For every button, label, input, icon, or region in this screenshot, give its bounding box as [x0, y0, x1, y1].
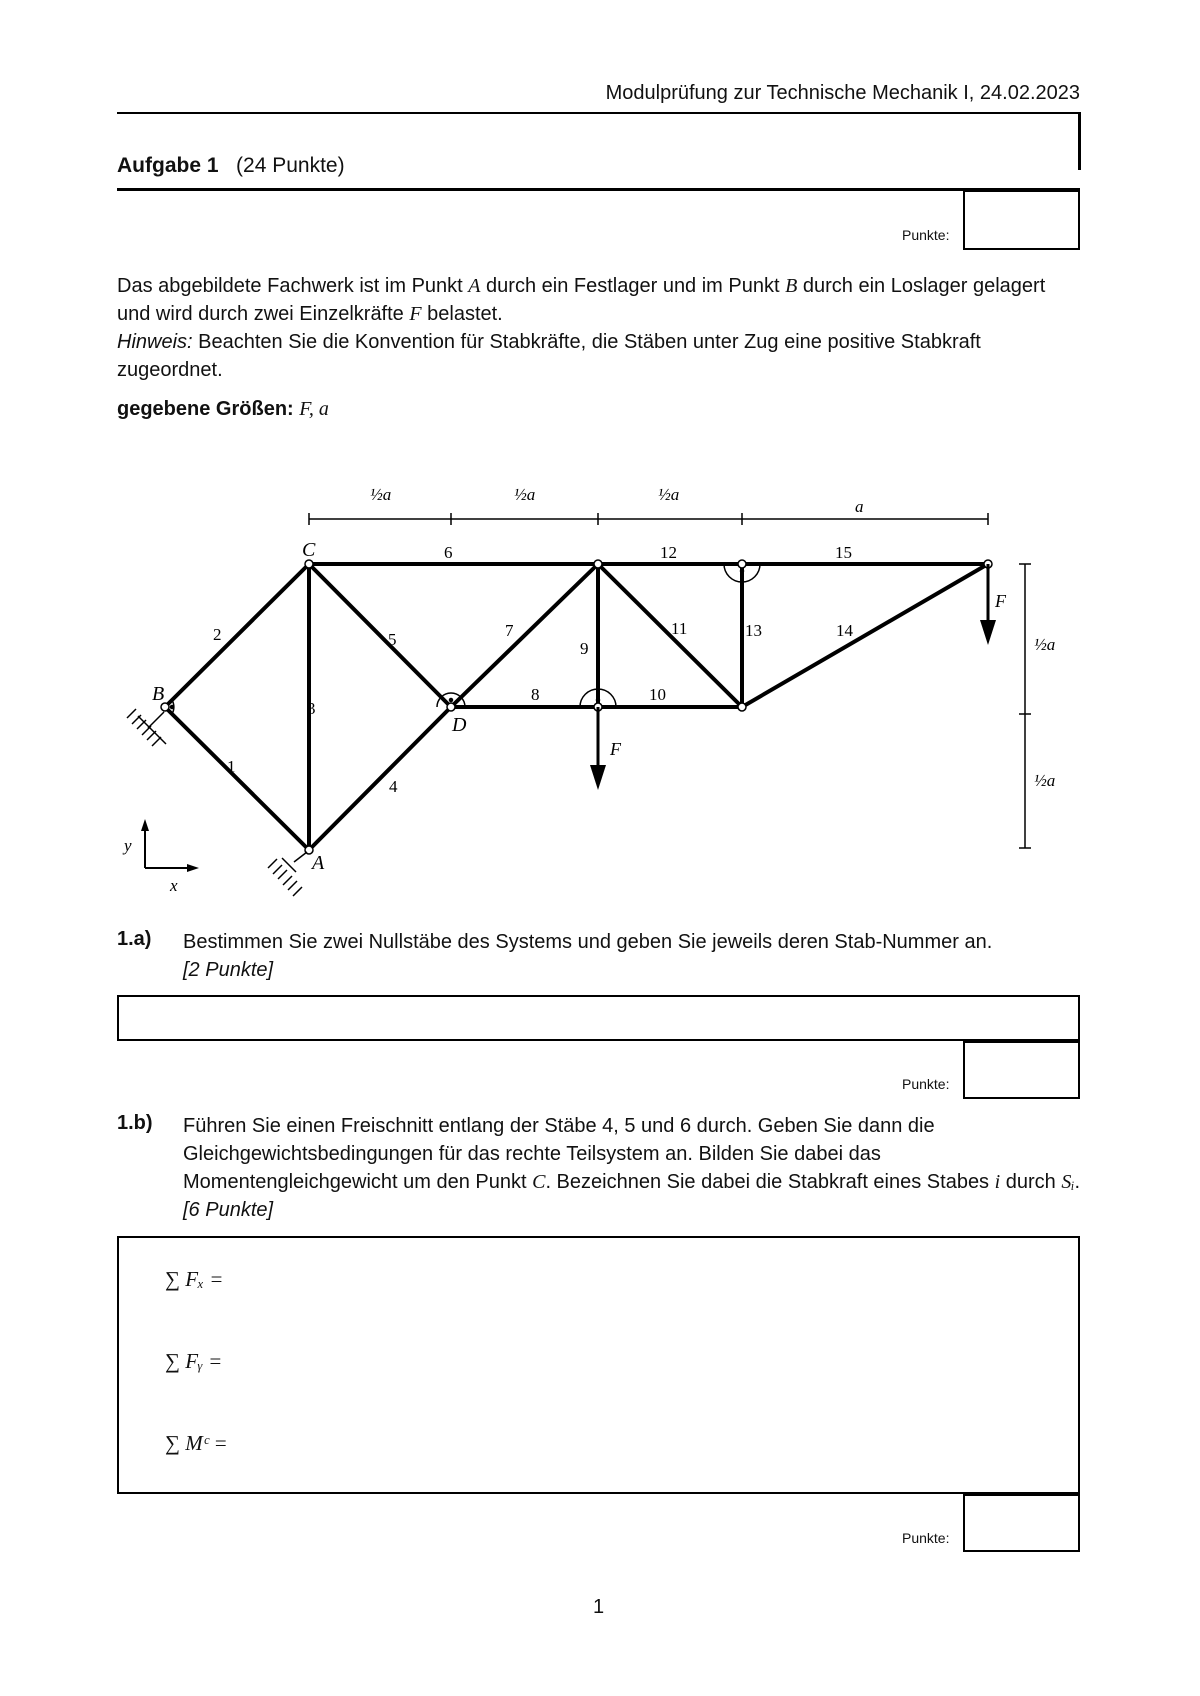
q1b-text — [183, 1112, 1083, 1224]
q1b-text-4: . — [1074, 1171, 1081, 1193]
given-label: gegebene Größen: — [117, 398, 294, 420]
angle-dot-d — [450, 699, 453, 702]
task-label: Aufgabe 1 — [117, 154, 219, 177]
hint-label: Hinweis: — [117, 331, 193, 353]
intro-text-1: Das abgebildete Fachwerk ist im Punkt — [117, 275, 469, 297]
page-header-title: Modulprüfung zur Technische Mechanik I, 24.02.2023 — [605, 82, 1080, 104]
bar-7 — [451, 564, 598, 707]
intro-text-4: belastet. — [421, 303, 503, 325]
q1a-rule — [117, 1039, 1080, 1041]
angle-dot-9 — [597, 699, 600, 702]
angle-dot-b — [171, 706, 174, 709]
page-number: 1 — [593, 1596, 605, 1618]
bar-label-5: 5 — [388, 630, 397, 649]
q1a-answer-box[interactable] — [117, 995, 1080, 1041]
dim-label-4: a — [855, 497, 864, 516]
q1b-index-i: i — [994, 1171, 1001, 1193]
bar-label-10: 10 — [649, 685, 666, 704]
q1b-points: [6 Punkte] — [183, 1199, 274, 1221]
force-arrowhead-tip — [980, 620, 996, 645]
bar-label-2: 2 — [213, 625, 222, 644]
support-b-icon — [127, 709, 166, 746]
joint-top-mid — [594, 560, 602, 568]
punkte-label-3: Punkte: — [902, 1530, 950, 1546]
axis-y-arrowhead — [141, 819, 149, 831]
support-a-icon — [268, 852, 307, 896]
intro-text-3: durch ein Loslager gelagert und wird durch zwei Einzelkräfte — [117, 275, 1046, 325]
eq-sum-fy: ∑ Fᵧ = — [165, 1349, 223, 1373]
intro-point-b: B — [785, 275, 798, 297]
bar-5 — [309, 564, 451, 707]
force-label-bottom: F — [610, 739, 621, 759]
joint-d — [447, 703, 455, 711]
bar-label-14: 14 — [836, 621, 853, 640]
dim-label-6: ½a — [1034, 771, 1056, 790]
joint-c — [305, 560, 313, 568]
axis-label-y: y — [124, 836, 132, 855]
q1a-label: 1.a) — [117, 928, 152, 950]
q1b-text-1: Führen Sie einen Freischnitt entlang der Stäbe 4, 5 und 6 durch. Geben Sie dann die Gleichgewichtsbedingungen für das rechte Teilsystem an. Bilden Sie dabei das Momentengleichgewicht um den Punkt — [183, 1115, 935, 1193]
punkte-box-3[interactable] — [963, 1494, 1080, 1552]
q1b-symbol-s: Sᵢ — [1061, 1171, 1075, 1193]
intro-force-f: F — [409, 303, 422, 325]
bar-label-12: 12 — [660, 543, 677, 562]
axis-label-x: x — [170, 876, 178, 895]
bar-label-7: 7 — [505, 621, 514, 640]
bar-11 — [598, 564, 742, 707]
force-arrowhead-bottom — [590, 765, 606, 790]
joint-bottom-right — [738, 703, 746, 711]
bar-2 — [165, 564, 309, 707]
node-label-c: C — [302, 539, 316, 561]
bar-label-15: 15 — [835, 543, 852, 562]
hint-text: Beachten Sie die Konvention für Stabkräfte, die Stäben unter Zug eine positive Stabkraft zugeordnet. — [117, 331, 981, 381]
q1a-question: Bestimmen Sie zwei Nullstäbe des Systems und geben Sie jeweils deren Stab-Nummer an. — [183, 931, 993, 953]
joint-top-right — [738, 560, 746, 568]
bar-label-13: 13 — [745, 621, 762, 640]
q1a-text — [183, 928, 1083, 984]
eq-sum-mc: ∑ Mᶜ = — [165, 1431, 228, 1455]
angle-dot-13 — [741, 570, 744, 573]
bar-label-6: 6 — [444, 543, 453, 562]
bar-label-11: 11 — [671, 619, 688, 638]
bar-label-8: 8 — [531, 685, 540, 704]
axis-system-icon — [145, 826, 192, 868]
axis-x-arrowhead — [187, 864, 199, 872]
q1b-rule — [117, 1492, 1080, 1494]
dim-label-3: ½a — [658, 485, 680, 504]
force-label-tip: F — [995, 591, 1006, 611]
bar-label-9: 9 — [580, 639, 589, 658]
intro-point-a: A — [468, 275, 481, 297]
bar-label-3: 3 — [307, 699, 316, 718]
task-points: (24 Punkte) — [236, 154, 345, 177]
bar-1 — [165, 707, 309, 850]
bar-label-1: 1 — [227, 757, 236, 776]
dim-label-2: ½a — [514, 485, 536, 504]
q1a-points: [2 Punkte] — [183, 959, 274, 981]
punkte-label-2: Punkte: — [902, 1076, 950, 1092]
eq-sum-fx: ∑ Fₓ = — [165, 1267, 224, 1291]
intro-text-2: durch ein Festlager und im Punkt — [480, 275, 786, 297]
bar-label-4: 4 — [389, 777, 398, 796]
q1b-label: 1.b) — [117, 1112, 153, 1134]
given-values: F, a — [299, 398, 329, 420]
dim-label-1: ½a — [370, 485, 392, 504]
node-label-d: D — [452, 714, 467, 736]
node-label-b: B — [152, 683, 165, 705]
dimension-line-horizontal — [309, 513, 988, 525]
punkte-label-1: Punkte: — [902, 227, 950, 243]
q1b-text-3: durch — [1000, 1171, 1062, 1193]
q1b-answer-box[interactable] — [117, 1236, 1080, 1494]
q1b-text-2: . Bezeichnen Sie dabei die Stabkraft eines Stabes — [545, 1171, 995, 1193]
punkte-box-2[interactable] — [963, 1041, 1080, 1099]
dimension-line-vertical — [1019, 564, 1031, 848]
bar-4 — [309, 707, 451, 850]
bar-14 — [742, 564, 988, 707]
node-label-a: A — [312, 852, 325, 874]
dim-label-5: ½a — [1034, 635, 1056, 654]
q1b-point-c: C — [532, 1171, 546, 1193]
